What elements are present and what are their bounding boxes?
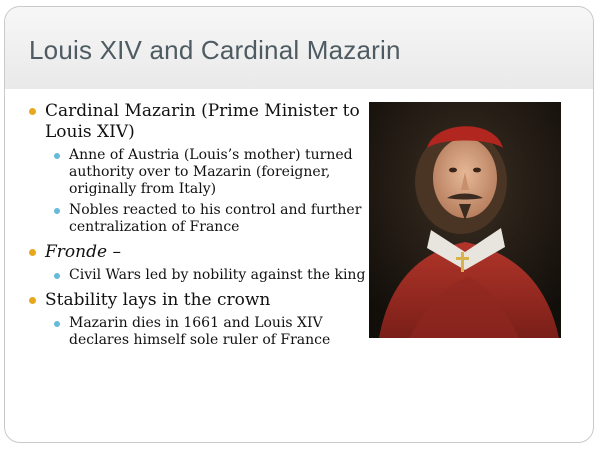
bullet-dot	[29, 249, 36, 256]
bullet-stability	[27, 290, 367, 311]
sub-bullet-text: Anne of Austria (Louis’s mother) turned authority over to Mazarin (foreigner, originally from Italy)	[69, 147, 353, 197]
bullet-dot	[29, 297, 36, 304]
sub-bullet-mazarin-dies	[27, 315, 367, 349]
bullet-text-italic: Fronde	[45, 242, 108, 262]
bullet-mazarin	[27, 101, 367, 143]
sub-bullet-civil-wars	[27, 267, 367, 284]
sub-bullet-nobles	[27, 202, 367, 236]
bullet-dot	[29, 108, 36, 115]
bullet-text: Cardinal Mazarin (Prime Minister to Louis XIV)	[45, 101, 360, 142]
sub-bullet-anne	[27, 147, 367, 198]
sub-bullet-dot	[54, 153, 60, 159]
sub-bullet-text: Civil Wars led by nobility against the king	[69, 267, 366, 283]
sub-bullet-dot	[54, 208, 60, 214]
bullet-text: Stability lays in the crown	[45, 290, 271, 310]
bullet-text-rest: –	[107, 242, 121, 262]
portrait-image	[369, 102, 561, 338]
slide-body	[27, 95, 367, 349]
sub-bullet-dot	[54, 321, 60, 327]
sub-bullet-dot	[54, 273, 60, 279]
slide-title: Louis XIV and Cardinal Mazarin	[29, 35, 401, 65]
sub-bullet-text: Nobles reacted to his control and further centralization of France	[69, 202, 362, 235]
portrait-illustration	[369, 102, 561, 338]
sub-bullet-text: Mazarin dies in 1661 and Louis XIV declares himself sole ruler of France	[69, 315, 331, 348]
bullet-fronde	[27, 242, 367, 263]
